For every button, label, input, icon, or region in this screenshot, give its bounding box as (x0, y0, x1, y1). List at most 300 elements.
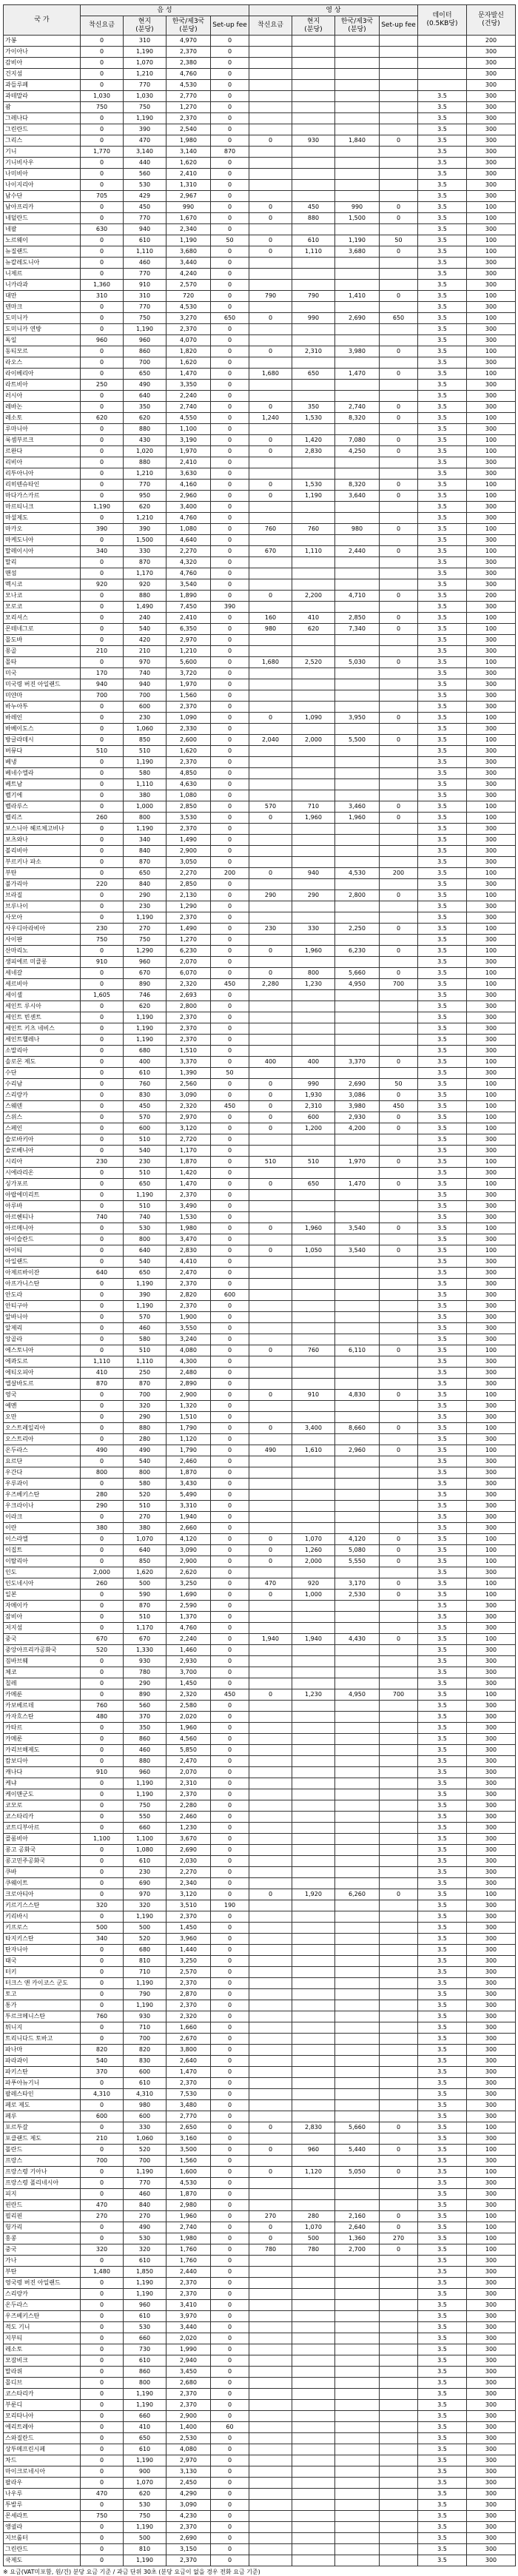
table-row (4, 868, 516, 879)
video-incoming-cell (249, 668, 292, 679)
sms-rate-cell: 300 (467, 2344, 516, 2355)
sms-rate-cell: 300 (467, 1667, 516, 1678)
video-local-cell: 760 (292, 1345, 335, 1356)
video-korea-cell (335, 357, 380, 369)
voice-korea-cell: 1,660 (166, 2022, 211, 2034)
video-korea-cell: 4,710 (335, 591, 380, 602)
data-rate-cell: 3.5 (418, 2156, 467, 2167)
voice-local-cell: 800 (124, 813, 166, 824)
table-row (4, 1379, 516, 1390)
voice-korea-cell: 4,760 (166, 568, 211, 579)
country-name-cell: 산마리노 (4, 946, 81, 957)
video-korea-cell (335, 2000, 380, 2011)
voice-korea-cell: 1,210 (166, 646, 211, 657)
voice-setup-cell: 0 (211, 1456, 249, 1467)
video-setup-cell: 0 (380, 413, 418, 424)
country-name-cell: 그린란드 (4, 2544, 81, 2555)
voice-local-cell: 770 (124, 2178, 166, 2189)
voice-setup-cell: 0 (211, 1678, 249, 1689)
voice-setup-cell: 0 (211, 1223, 249, 1234)
voice-setup-cell: 0 (211, 801, 249, 813)
data-rate-cell: 3.5 (418, 480, 467, 491)
video-local-cell (292, 2555, 335, 2566)
country-name-cell: 팔라우 (4, 2478, 81, 2489)
video-setup-cell (380, 1356, 418, 1368)
voice-local-cell: 810 (124, 2544, 166, 2555)
country-name-cell: 튀니지 (4, 2022, 81, 2034)
voice-incoming-cell: 0 (81, 1112, 124, 1123)
country-name-cell: 지부티 (4, 2333, 81, 2344)
video-incoming-cell (249, 702, 292, 713)
voice-local-cell: 510 (124, 1168, 166, 1179)
video-korea-cell (335, 1501, 380, 1512)
video-korea-cell (335, 568, 380, 579)
table-row (4, 1956, 516, 1967)
voice-korea-cell: 3,970 (166, 2311, 211, 2322)
country-name-cell: 룩셈부르크 (4, 435, 81, 446)
voice-korea-cell: 1,600 (166, 2167, 211, 2178)
video-local-cell: 1,920 (292, 1889, 335, 1900)
voice-korea-cell: 2,930 (166, 1656, 211, 1667)
voice-setup-cell: 0 (211, 391, 249, 402)
voice-setup-cell: 0 (211, 568, 249, 579)
video-setup-cell (380, 1323, 418, 1334)
data-rate-cell: 3.5 (418, 1323, 467, 1334)
video-setup-cell (380, 857, 418, 868)
sms-rate-cell: 300 (467, 124, 516, 135)
video-korea-cell (335, 1845, 380, 1856)
video-korea-cell (335, 602, 380, 613)
voice-setup-cell: 0 (211, 2078, 249, 2089)
video-setup-cell (380, 124, 418, 135)
video-setup-cell (380, 1456, 418, 1467)
video-korea-cell: 4,120 (335, 1534, 380, 1545)
video-korea-cell (335, 2011, 380, 2022)
sms-rate-cell: 300 (467, 1401, 516, 1412)
voice-incoming-cell: 0 (81, 2433, 124, 2444)
voice-korea-cell: 1,450 (166, 1923, 211, 1934)
video-incoming-cell (249, 2433, 292, 2444)
data-rate-cell: 3.5 (418, 1134, 467, 1146)
video-korea-cell: 2,850 (335, 613, 380, 624)
data-rate-cell: 3.5 (418, 2511, 467, 2522)
data-rate-cell: 3.5 (418, 557, 467, 568)
data-rate-cell: 3.5 (418, 1368, 467, 1379)
voice-setup-cell: 0 (211, 1701, 249, 1712)
voice-setup-cell: 0 (211, 380, 249, 391)
video-setup-cell (380, 1046, 418, 1057)
country-name-cell: 인도네시아 (4, 1578, 81, 1590)
video-incoming-cell: 270 (249, 2211, 292, 2222)
country-name-cell: 가이아나 (4, 47, 81, 58)
video-korea-cell (335, 1834, 380, 1845)
voice-local-cell: 390 (124, 1290, 166, 1301)
video-local-cell (292, 1523, 335, 1534)
voice-incoming-cell: 0 (81, 1456, 124, 1467)
table-row (4, 2555, 516, 2566)
voice-setup-cell: 0 (211, 1090, 249, 1101)
country-name-cell: 바레인 (4, 713, 81, 724)
data-rate-cell: 3.5 (418, 269, 467, 280)
voice-incoming-cell: 0 (81, 2078, 124, 2089)
video-incoming-cell (249, 835, 292, 846)
voice-korea-cell: 1,820 (166, 346, 211, 357)
video-incoming-cell: 0 (249, 202, 292, 213)
table-row (4, 357, 516, 369)
voice-setup-cell: 0 (211, 2167, 249, 2178)
country-name-cell: 카보베르데 (4, 1701, 81, 1712)
video-setup-cell (380, 1712, 418, 1723)
sms-rate-cell: 100 (467, 1090, 516, 1101)
sms-rate-cell: 300 (467, 635, 516, 646)
video-local-cell (292, 1412, 335, 1423)
country-name-cell: 에콰도르 (4, 1356, 81, 1368)
voice-local-cell: 560 (124, 1701, 166, 1712)
data-rate-cell: 3.5 (418, 635, 467, 646)
sms-rate-cell: 300 (467, 47, 516, 58)
voice-setup-cell: 0 (211, 369, 249, 380)
video-local-cell: 1,960 (292, 1223, 335, 1234)
video-incoming-cell: 0 (249, 591, 292, 602)
video-incoming-cell (249, 1190, 292, 1201)
voice-local-cell: 600 (124, 2111, 166, 2122)
video-korea-cell (335, 535, 380, 546)
voice-korea-cell: 3,700 (166, 1667, 211, 1678)
table-row (4, 113, 516, 124)
voice-local-cell: 980 (124, 2100, 166, 2111)
voice-korea-cell: 2,370 (166, 2400, 211, 2411)
voice-setup-cell: 0 (211, 2211, 249, 2222)
data-rate-cell: 3.5 (418, 1423, 467, 1434)
video-local-cell (292, 702, 335, 713)
voice-local-cell: 500 (124, 1923, 166, 1934)
table-row (4, 2500, 516, 2511)
sms-rate-cell: 100 (467, 2222, 516, 2233)
video-korea-cell (335, 124, 380, 135)
table-row (4, 224, 516, 235)
table-row (4, 1390, 516, 1401)
voice-setup-cell: 0 (211, 1012, 249, 1023)
sms-rate-cell: 100 (467, 1545, 516, 1556)
data-rate-cell: 3.5 (418, 2289, 467, 2300)
voice-setup-cell: 0 (211, 457, 249, 468)
voice-incoming-cell: 0 (81, 1434, 124, 1445)
video-incoming-cell (249, 2511, 292, 2522)
data-rate-cell: 3.5 (418, 1689, 467, 1701)
video-local-cell (292, 1201, 335, 1212)
voice-incoming-cell: 0 (81, 2555, 124, 2566)
table-row (4, 1179, 516, 1190)
sms-rate-cell: 300 (467, 1878, 516, 1889)
data-rate-cell: 3.5 (418, 1867, 467, 1878)
voice-setup-cell: 390 (211, 602, 249, 613)
data-rate-cell: 3.5 (418, 1467, 467, 1479)
video-setup-cell (380, 1989, 418, 2000)
table-row (4, 1068, 516, 1079)
video-local-cell (292, 1301, 335, 1312)
voice-korea-cell: 1,080 (166, 524, 211, 535)
data-rate-cell: 3.5 (418, 2333, 467, 2344)
country-name-cell: 안티구아 (4, 1301, 81, 1312)
video-incoming-cell: 0 (249, 2222, 292, 2233)
voice-korea-cell: 1,620 (166, 357, 211, 369)
country-name-cell: 키리바시 (4, 1911, 81, 1923)
video-incoming-cell (249, 513, 292, 524)
voice-setup-cell: 0 (211, 1301, 249, 1312)
video-incoming-cell (249, 1712, 292, 1723)
voice-korea-cell: 2,370 (166, 1978, 211, 1989)
voice-setup-cell: 0 (211, 2067, 249, 2078)
video-incoming-cell (249, 2400, 292, 2411)
sms-rate-cell: 300 (467, 824, 516, 835)
video-local-cell (292, 47, 335, 58)
video-korea-cell: 8,660 (335, 1423, 380, 1434)
voice-incoming-cell: 490 (81, 1445, 124, 1456)
voice-incoming-cell: 0 (81, 1412, 124, 1423)
voice-incoming-cell: 0 (81, 1812, 124, 1823)
voice-korea-cell: 1,310 (166, 180, 211, 191)
video-local-cell (292, 2178, 335, 2189)
video-korea-cell (335, 724, 380, 735)
data-rate-cell: 3.5 (418, 246, 467, 258)
voice-korea-cell: 1,470 (166, 2067, 211, 2078)
video-local-cell: 410 (292, 613, 335, 624)
voice-incoming-cell: 390 (81, 524, 124, 535)
video-setup-cell: 0 (380, 1245, 418, 1257)
video-incoming-cell (249, 391, 292, 402)
video-local-cell (292, 2322, 335, 2333)
video-setup-cell: 0 (380, 2244, 418, 2256)
voice-incoming-cell: 0 (81, 1279, 124, 1290)
video-setup-cell (380, 1168, 418, 1179)
video-local-cell (292, 1978, 335, 1989)
table-row (4, 779, 516, 790)
country-name-cell: 케냐 (4, 1778, 81, 1789)
sms-rate-cell: 300 (467, 2022, 516, 2034)
voice-local-cell: 870 (124, 557, 166, 568)
voice-local-cell: 530 (124, 1223, 166, 1234)
voice-setup-cell: 0 (211, 2100, 249, 2111)
country-name-cell: 불가리아 (4, 879, 81, 890)
table-row (4, 679, 516, 690)
video-local-cell (292, 1368, 335, 1379)
voice-local-cell: 750 (124, 313, 166, 324)
data-rate-cell: 3.5 (418, 2089, 467, 2100)
voice-incoming-cell: 0 (81, 2522, 124, 2533)
video-korea-cell (335, 824, 380, 835)
data-rate-cell: 3.5 (418, 468, 467, 480)
video-incoming-cell: 0 (249, 1590, 292, 1601)
table-row (4, 269, 516, 280)
video-incoming-cell (249, 2322, 292, 2333)
voice-incoming-cell: 600 (81, 2111, 124, 2122)
voice-setup-cell: 0 (211, 135, 249, 147)
video-local-cell (292, 1701, 335, 1712)
video-setup-cell (380, 80, 418, 91)
voice-incoming-cell: 0 (81, 1001, 124, 1012)
video-setup-cell (380, 2367, 418, 2378)
data-rate-cell: 3.5 (418, 1789, 467, 1800)
video-incoming-cell (249, 790, 292, 801)
video-local-cell: 2,830 (292, 446, 335, 457)
voice-setup-cell: 0 (211, 1911, 249, 1923)
sms-rate-cell: 300 (467, 2089, 516, 2100)
country-name-cell: 볼리비아 (4, 846, 81, 857)
sms-rate-cell: 300 (467, 1467, 516, 1479)
voice-setup-cell: 60 (211, 2422, 249, 2433)
table-row (4, 1090, 516, 1101)
voice-incoming-cell: 0 (81, 779, 124, 790)
video-incoming-cell (249, 990, 292, 1001)
table-row (4, 2311, 516, 2322)
voice-korea-cell: 1,760 (166, 2256, 211, 2267)
voice-incoming-cell: 0 (81, 202, 124, 213)
video-local-cell (292, 1434, 335, 1445)
table-row (4, 557, 516, 568)
voice-korea-cell: 2,370 (166, 2289, 211, 2300)
data-rate-cell (418, 80, 467, 91)
voice-incoming-cell: 0 (81, 135, 124, 147)
voice-local-cell: 780 (124, 1667, 166, 1678)
table-row (4, 2078, 516, 2089)
voice-incoming-cell: 270 (81, 2211, 124, 2222)
voice-setup-cell: 0 (211, 2411, 249, 2422)
video-incoming-cell (249, 2533, 292, 2544)
video-setup-cell: 0 (380, 813, 418, 824)
sms-rate-cell: 100 (467, 735, 516, 746)
sms-rate-cell: 100 (467, 1245, 516, 1257)
voice-korea-cell: 3,270 (166, 313, 211, 324)
video-incoming-cell (249, 879, 292, 890)
voice-local-cell: 580 (124, 768, 166, 779)
video-incoming-cell: 0 (249, 813, 292, 824)
voice-local-cell: 250 (124, 1368, 166, 1379)
video-setup-cell: 0 (380, 1534, 418, 1545)
voice-korea-cell: 3,150 (166, 2544, 211, 2555)
table-row (4, 1978, 516, 1989)
voice-korea-cell: 2,370 (166, 1035, 211, 1046)
sms-header: 문자발신 (건당) (467, 5, 516, 36)
video-incoming-cell (249, 1234, 292, 1245)
voice-setup-cell: 0 (211, 1057, 249, 1068)
video-local-cell (292, 1312, 335, 1323)
voice-incoming-cell: 0 (81, 912, 124, 924)
video-setup-cell (380, 1301, 418, 1312)
data-rate-cell: 3.5 (418, 990, 467, 1001)
voice-incoming-cell: 0 (81, 846, 124, 857)
voice-local-cell: 490 (124, 1445, 166, 1456)
video-setup-cell (380, 169, 418, 180)
video-incoming-cell: 0 (249, 1245, 292, 1257)
voice-incoming-cell: 220 (81, 879, 124, 890)
video-incoming-cell: 0 (249, 1390, 292, 1401)
voice-incoming-cell: 0 (81, 1823, 124, 1834)
data-rate-cell: 3.5 (418, 2367, 467, 2378)
voice-korea-cell: 2,690 (166, 2533, 211, 2544)
video-korea-cell (335, 2289, 380, 2300)
video-setup-cell (380, 1401, 418, 1412)
country-name-cell: 모리셔스 (4, 613, 81, 624)
country-name-cell: 이라크 (4, 1512, 81, 1523)
voice-incoming-cell: 0 (81, 169, 124, 180)
video-local-cell (292, 2300, 335, 2311)
video-korea-cell (335, 169, 380, 180)
voice-setup-cell: 0 (211, 901, 249, 912)
table-row (4, 1057, 516, 1068)
voice-local-cell: 1,110 (124, 779, 166, 790)
video-local-cell: 1,000 (292, 1590, 335, 1601)
data-rate-cell: 3.5 (418, 2278, 467, 2289)
data-rate-cell (418, 69, 467, 80)
country-name-cell: 리투아니아 (4, 468, 81, 480)
data-rate-cell: 3.5 (418, 1123, 467, 1134)
voice-korea-cell: 2,967 (166, 191, 211, 202)
video-korea-cell (335, 1756, 380, 1767)
video-setup-cell (380, 2178, 418, 2189)
voice-setup-cell: 0 (211, 224, 249, 235)
voice-incoming-cell: 0 (81, 113, 124, 124)
voice-local-cell: 950 (124, 491, 166, 502)
video-incoming-cell (249, 1434, 292, 1445)
country-name-cell: 바누아투 (4, 702, 81, 713)
voice-local-cell: 510 (124, 1612, 166, 1623)
voice-korea-cell: 4,080 (166, 1345, 211, 1356)
video-setup-cell (380, 1434, 418, 1445)
video-korea-cell (335, 1745, 380, 1756)
video-incoming-cell: 230 (249, 924, 292, 935)
sms-rate-cell: 300 (467, 2333, 516, 2344)
data-rate-cell: 3.5 (418, 502, 467, 513)
voice-incoming-cell: 0 (81, 1057, 124, 1068)
country-name-cell: 핀란드 (4, 2200, 81, 2211)
voice-local-cell: 429 (124, 191, 166, 202)
country-name-cell: 레바논 (4, 402, 81, 413)
video-setup-cell (380, 1567, 418, 1578)
video-incoming-cell (249, 2056, 292, 2067)
sms-rate-cell: 100 (467, 868, 516, 879)
sms-rate-cell: 300 (467, 1512, 516, 1523)
video-setup-cell (380, 1268, 418, 1279)
voice-local-cell: 430 (124, 435, 166, 446)
data-rate-cell: 3.5 (418, 2500, 467, 2511)
voice-incoming-cell: 0 (81, 890, 124, 901)
video-korea-cell (335, 2322, 380, 2333)
table-row (4, 424, 516, 435)
voice-incoming-cell: 0 (81, 768, 124, 779)
sms-rate-cell: 100 (467, 1179, 516, 1190)
voice-incoming-cell: 0 (81, 1334, 124, 1345)
voice-korea-cell: 2,480 (166, 1368, 211, 1379)
voice-local-cell: 600 (124, 1123, 166, 1134)
video-local-cell: 710 (292, 801, 335, 813)
data-rate-cell: 3.5 (418, 2555, 467, 2566)
video-local-cell: 2,000 (292, 1556, 335, 1567)
video-incoming-cell: 0 (249, 1689, 292, 1701)
video-local-cell (292, 2367, 335, 2378)
video-korea-cell (335, 1645, 380, 1656)
voice-setup-cell: 0 (211, 102, 249, 113)
voice-local-cell: 240 (124, 613, 166, 624)
video-setup-cell (380, 912, 418, 924)
voice-local-cell: 1,190 (124, 1911, 166, 1923)
video-setup-cell: 0 (380, 291, 418, 302)
sms-rate-cell: 300 (467, 1268, 516, 1279)
video-incoming-cell (249, 912, 292, 924)
data-rate-cell: 3.5 (418, 2211, 467, 2222)
sms-rate-cell: 100 (467, 1345, 516, 1356)
country-name-cell: 프랑스령 기아나 (4, 2167, 81, 2178)
video-incoming-cell: 0 (249, 213, 292, 224)
